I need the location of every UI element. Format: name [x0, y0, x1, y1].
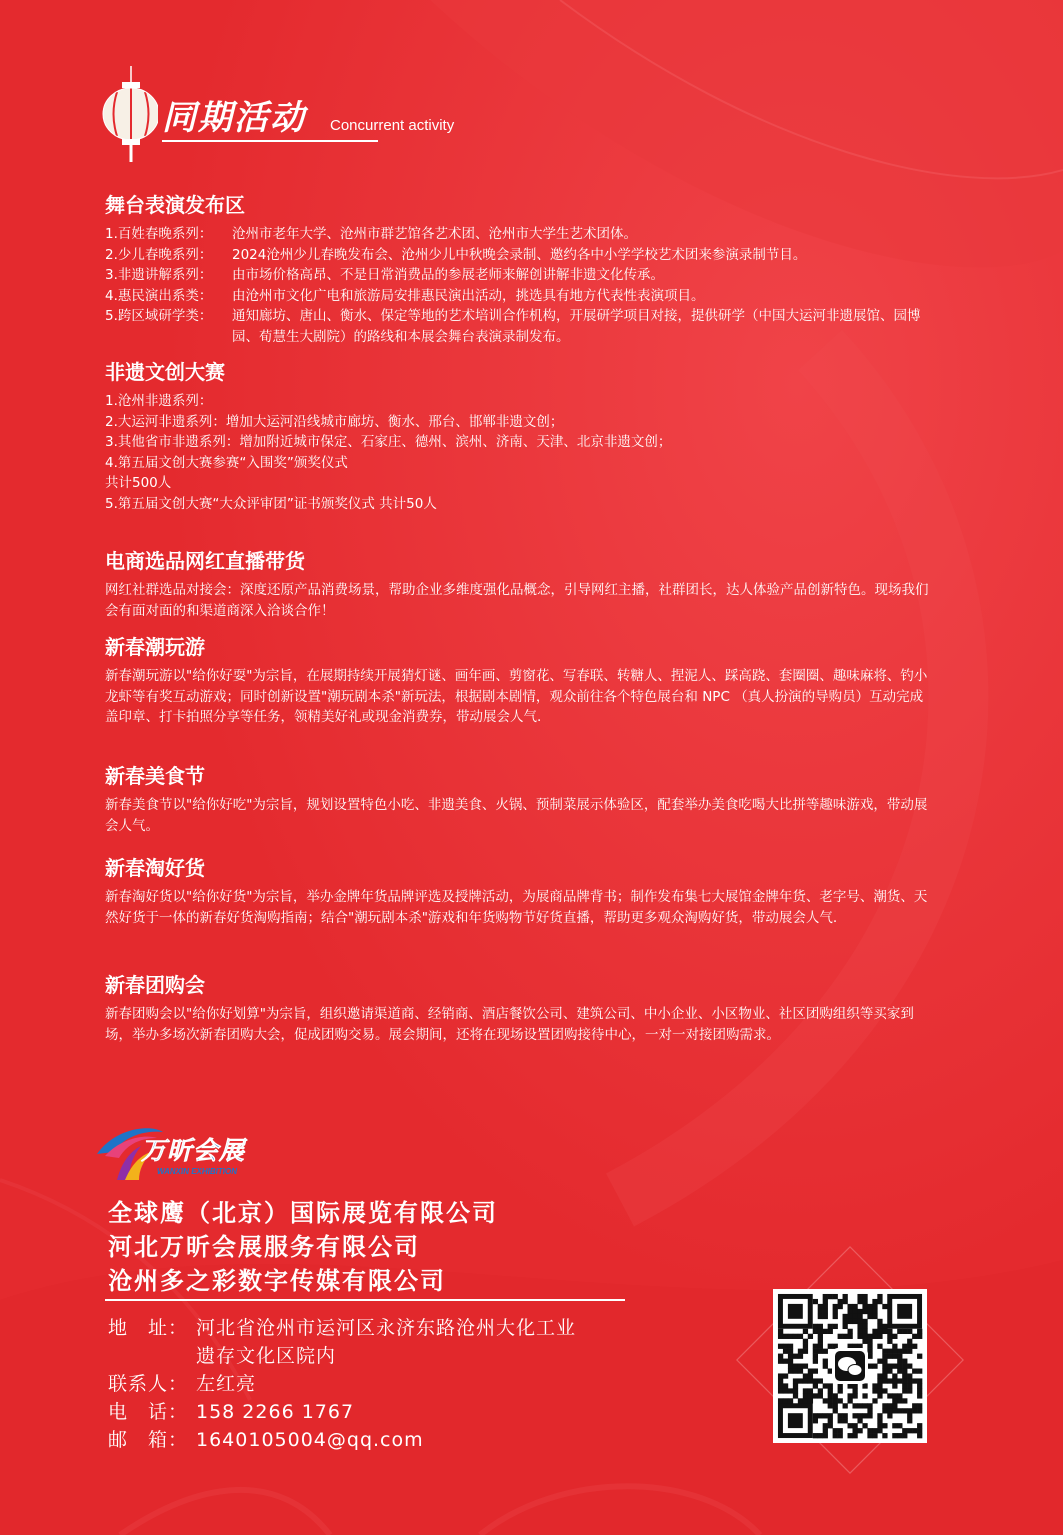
qr-finder: [778, 1403, 813, 1438]
section-header: [98, 66, 498, 166]
item-label: 5.跨区域研学类：: [105, 308, 213, 324]
company-list: [108, 1196, 498, 1298]
section-title: 同期活动: [162, 98, 306, 138]
email-row: [108, 1426, 576, 1454]
goods-section: [105, 855, 935, 928]
company-name: 沧州多之彩数字传媒有限公司: [108, 1267, 446, 1295]
company-name: 河北万昕会展服务有限公司: [108, 1233, 420, 1261]
qr-pattern: [773, 1289, 927, 1443]
play-section: [105, 634, 935, 728]
play-heading: 新春潮玩游: [105, 635, 205, 659]
person-label: 联系人：: [108, 1373, 189, 1395]
list-item: [105, 265, 935, 286]
play-text: 新春潮玩游以"给你好耍"为宗旨，在展期持续开展猜灯谜、画年画、剪窗花、写春联、转糖人、捏泥人、踩高跷、套圈圈、趣味麻将、钓小龙虾等有奖互动游戏；同时创新设置"潮玩剧本杀"新玩法，根据剧本剧情，观众前往各个特色展台和 NPC （真人扮演的导购员）互动完成盖印章、打卡拍照分享等任务，领精美好礼或现金消费券，带动展会人气.: [105, 668, 928, 725]
company-name: 全球鹰（北京）国际展览有限公司: [108, 1199, 498, 1227]
company-logo: [95, 1122, 275, 1184]
contest-heading: 非遗文创大赛: [105, 360, 225, 384]
list-item: [105, 286, 935, 307]
address-row-continued: [108, 1342, 576, 1370]
group-text: 新春团购会以"给你好划算"为宗旨，组织邀请渠道商、经销商、酒店餐饮公司、建筑公司、中小企业、小区物业、社区团购组织等买家到场，举办多场次新春团购大会，促成团购交易。展会期间，还将在现场设置团购接待中心，一对一对接团购需求。: [105, 1006, 914, 1043]
list-item: 共计500人: [105, 475, 172, 491]
item-label: 1.百姓春晚系列：: [105, 226, 213, 242]
list-item: 5.第五届文创大赛“大众评审团”证书颁奖仪式 共计50人: [105, 495, 437, 512]
person-value: 左红亮: [196, 1373, 257, 1395]
address-row: [108, 1314, 576, 1342]
list-item: 4.第五届文创大赛参赛“入围奖”颁奖仪式: [105, 454, 348, 471]
phone-value[interactable]: 158 2266 1767: [196, 1401, 355, 1423]
stage-heading: 舞台表演发布区: [105, 193, 245, 217]
group-heading: 新春团购会: [105, 973, 205, 997]
goods-heading: 新春淘好货: [105, 856, 205, 880]
logo-english: WANXIN EXHIBITION: [157, 1167, 238, 1176]
item-label: 2.少儿春晚系列：: [105, 246, 213, 263]
ecommerce-section: [105, 548, 935, 621]
item-text: 由市场价格高昂、不是日常消费品的参展老师来解创讲解非遗文化传承。: [232, 267, 664, 283]
food-section: [105, 763, 935, 836]
food-text: 新春美食节以"给你好吃"为宗旨，规划设置特色小吃、非遗美食、火锅、预制菜展示体验区，配套举办美食吃喝大比拼等趣味游戏，带动展会人气。: [105, 797, 928, 834]
group-section: [105, 972, 935, 1045]
stage-section: [105, 192, 935, 347]
contact-info: [108, 1314, 576, 1454]
ecommerce-heading: 电商选品网红直播带货: [105, 549, 305, 573]
list-item: [105, 245, 935, 266]
address-label: 地 址：: [108, 1317, 189, 1339]
item-label: 3.非遗讲解系列：: [105, 267, 213, 283]
item-text: 2024沧州少儿春晚发布会、沧州少儿中秋晚会录制、邀约各中小学学校艺术团来参演录制节目。: [232, 246, 807, 263]
list-item: [105, 224, 935, 245]
food-heading: 新春美食节: [105, 764, 205, 788]
list-item: 2.大运河非遗系列：增加大运河沿线城市廊坊、衡水、邢台、邯郸非遗文创；: [105, 413, 564, 430]
phone-label: 电 话：: [108, 1401, 189, 1423]
list-item: [105, 306, 935, 347]
wechat-icon: [835, 1351, 865, 1381]
ecommerce-text: 网红社群选品对接会：深度还原产品消费场景，帮助企业多维度强化品概念，引导网红主播，社群团长，达人体验产品创新特色。现场我们会有面对面的和渠道商深入洽谈合作！: [105, 582, 929, 619]
item-text: 由沧州市文化广电和旅游局安排惠民演出活动，挑选具有地方代表性表演项目。: [232, 287, 705, 304]
logo-name: 万昕会展: [141, 1136, 246, 1165]
contest-section: [105, 359, 935, 514]
qr-finder: [778, 1294, 813, 1329]
list-item: 1.沧州非遗系列：: [105, 393, 213, 409]
address-value: 河北省沧州市运河区永济东路沧州大化工业: [196, 1317, 577, 1339]
qr-finder: [887, 1294, 922, 1329]
item-text: 沧州市老年大学、沧州市群艺馆各艺术团、沧州市大学生艺术团体。: [232, 226, 637, 242]
email-label: 邮 箱：: [108, 1429, 189, 1451]
company-divider: [105, 1299, 625, 1301]
person-row: [108, 1370, 576, 1398]
goods-text: 新春淘好货以"给你好货"为宗旨，举办金牌年货品牌评选及授牌活动，为展商品牌背书；制作发布集七大展馆金牌年货、老字号、潮货、天然好货于一体的新春好货淘购指南；结合"潮玩剧本杀"游戏和年货购物节好货直播，帮助更多观众淘购好货，带动展会人气.: [105, 889, 928, 926]
phone-row: [108, 1398, 576, 1426]
address-value-line2: 遗存文化区院内: [196, 1345, 337, 1367]
section-subtitle: Concurrent activity: [330, 117, 455, 134]
header-divider: [162, 140, 378, 142]
email-value[interactable]: 1640105004@qq.com: [196, 1429, 424, 1451]
item-label: 4.惠民演出系类：: [105, 287, 213, 304]
qr-code[interactable]: [773, 1289, 927, 1443]
lantern-icon: [98, 66, 158, 166]
list-item: 3.其他省市非遗系列：增加附近城市保定、石家庄、德州、滨州、济南、天津、北京非遗文创；: [105, 434, 672, 450]
item-text: 通知廊坊、唐山、衡水、保定等地的艺术培训合作机构，开展研学项目对接，提供研学（中国大运河非遗展馆、园博园、荀慧生大剧院）的路线和本展会舞台表演录制发布。: [232, 308, 921, 345]
